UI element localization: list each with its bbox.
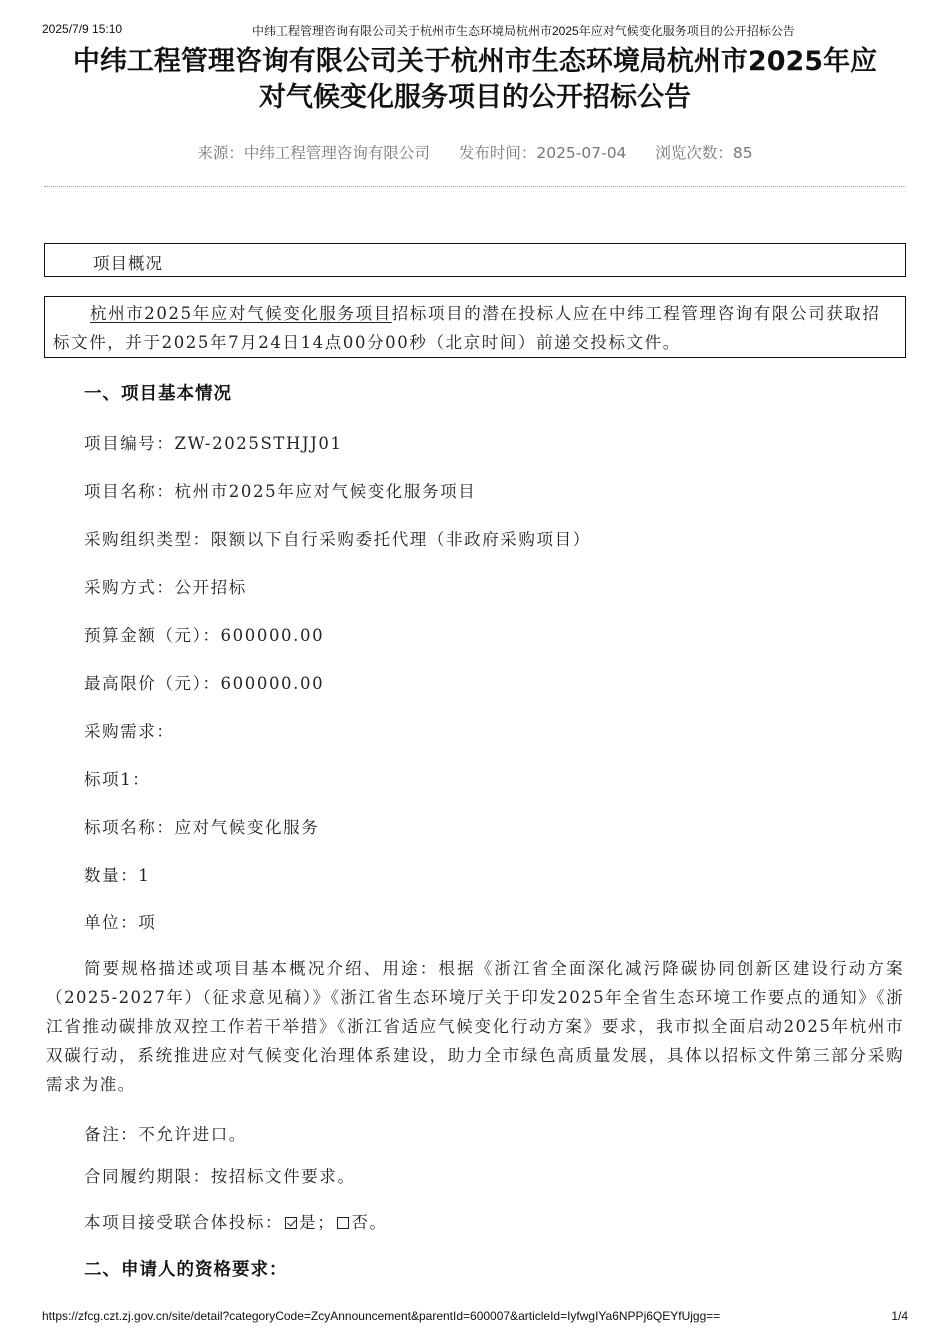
print-datetime: 2025/7/9 15:10 [42, 22, 123, 36]
unit: 单位：项 [84, 913, 157, 932]
lot-name: 标项名称：应对气候变化服务 [84, 818, 320, 837]
intro-box [44, 296, 906, 358]
article-views: 浏览次数：85 [655, 144, 753, 162]
quantity: 数量：1 [84, 866, 151, 885]
consortium-yes: 是； [299, 1213, 336, 1232]
intro-text [45, 297, 905, 357]
overview-label: 项目概况 [93, 254, 163, 273]
intro-body: 招标项目的潜在投标人应在中纬工程管理咨询有限公司获取招标文件，并于2025年7月24日14点00分00秒（北京时间）前递交投标文件。 [53, 304, 881, 352]
budget-amount: 预算金额（元）：600000.00 [84, 626, 325, 645]
consortium-label: 本项目接受联合体投标： [84, 1213, 284, 1232]
project-description: 简要规格描述或项目基本概况介绍、用途：根据《浙江省全面深化减污降碳协同创新区建设行动方案（2025-2027年）（征求意见稿）》《浙江省生态环境厅关于印发2025年全省生态环境工作要点的通知》《浙江省推动碳排放双控工作若干举措》《浙江省适应气候变化行动方案》要求，我市拟全面启动2025年杭州市双碳行动，系统推进应对气候变化治理体系建设，助力全市绿色高质量发展，具体以招标文件第三部分采购需求为准。 [46, 959, 904, 1094]
project-name: 项目名称：杭州市2025年应对气候变化服务项目 [84, 482, 477, 501]
article-title [40, 44, 910, 116]
remark: 备注：不允许进口。 [84, 1125, 247, 1144]
procurement-method: 采购方式：公开招标 [84, 578, 247, 597]
project-number: 项目编号：ZW-2025STHJJ01 [84, 434, 343, 453]
print-page-number: 1/4 [891, 1309, 908, 1323]
article-title-line1: 中纬工程管理咨询有限公司关于杭州市生态环境局杭州市2025年应 [72, 46, 878, 77]
overview-box [44, 243, 906, 277]
consortium-bidding [84, 1209, 388, 1233]
article-source: 来源：中纬工程管理咨询有限公司 [197, 144, 430, 162]
procurement-demand: 采购需求： [84, 722, 175, 741]
contract-period: 合同履约期限：按招标文件要求。 [84, 1167, 356, 1186]
checkbox-checked-icon [285, 1217, 297, 1229]
article-meta [0, 141, 950, 163]
print-page-title: 中纬工程管理咨询有限公司关于杭州市生态环境局杭州市2025年应对气候变化服务项目的公开招标公告 [252, 24, 795, 38]
print-footer [42, 1309, 908, 1325]
section-qualification-title: 二、申请人的资格要求： [84, 1260, 288, 1280]
checkbox-empty-icon [337, 1217, 349, 1229]
lot-number: 标项1： [84, 770, 151, 789]
print-header [42, 22, 908, 40]
project-link[interactable]: 杭州市2025年应对气候变化服务项目 [90, 304, 392, 323]
section-basic-info-title: 一、项目基本情况 [84, 384, 232, 404]
meta-divider [44, 186, 906, 187]
consortium-no: 否。 [351, 1213, 388, 1232]
print-url: https://zfcg.czt.zj.gov.cn/site/detail?categoryCode=ZcyAnnouncement&parentId=600007&articleId=IyfwgIYa6NPPj6QEYfUjgg== [42, 1309, 721, 1323]
article-title-line2: 对气候变化服务项目的公开招标公告 [259, 82, 691, 113]
procurement-org-type: 采购组织类型：限额以下自行采购委托代理（非政府采购项目） [84, 530, 591, 549]
max-price: 最高限价（元）：600000.00 [84, 674, 325, 693]
article-publish-time: 发布时间：2025-07-04 [458, 144, 627, 162]
